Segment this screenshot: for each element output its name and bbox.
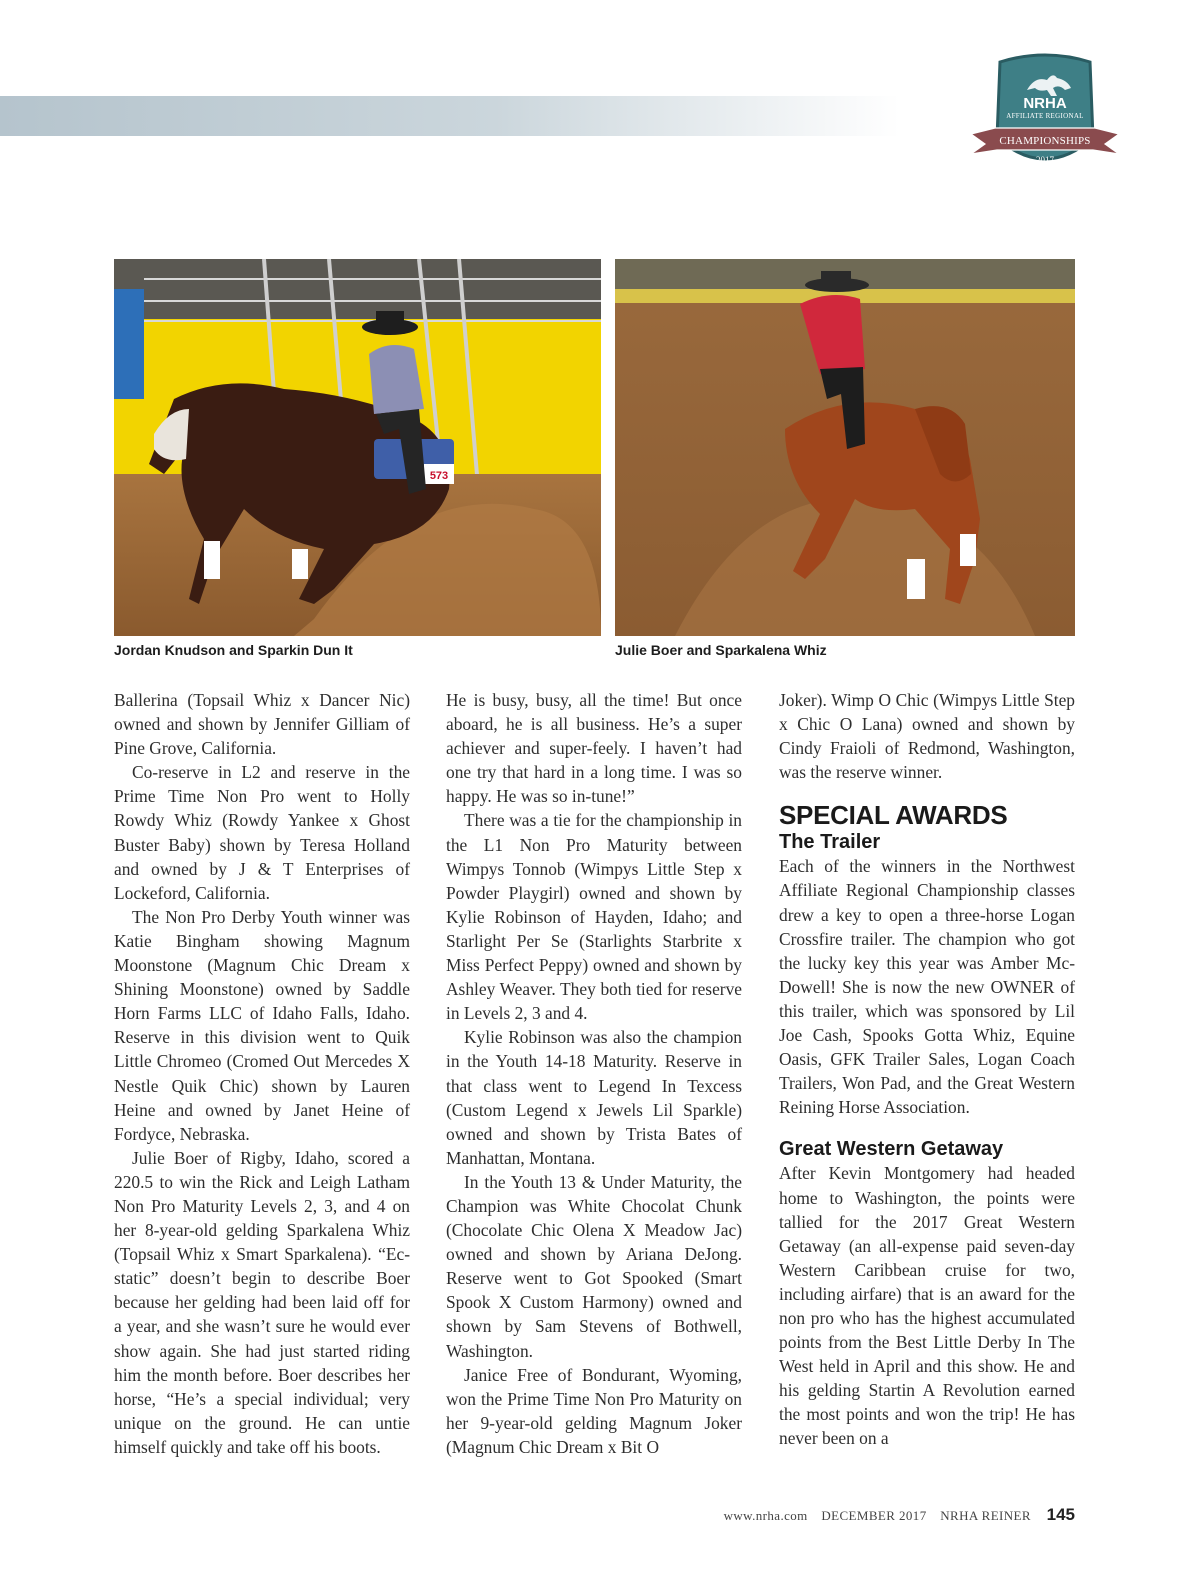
logo-year: 2017 bbox=[1036, 155, 1054, 165]
page-footer bbox=[714, 1505, 1075, 1525]
article-column-1 bbox=[114, 688, 410, 1459]
logo-ribbon-text: CHAMPIONSHIPS bbox=[999, 135, 1091, 147]
photo-caption-right: Julie Boer and Sparkalena Whiz bbox=[615, 642, 827, 658]
subhead-great-western-getaway: Great Western Getaway bbox=[779, 1138, 1004, 1161]
article-column-3 bbox=[779, 688, 1075, 1451]
page-number: 145 bbox=[1046, 1505, 1075, 1524]
paragraph: Janice Free of Bondurant, Wyoming, won the Prime Time Non Pro Maturity on her 9-year-old gelding Magnum Joker (Magnum Chic Dream x Bit O bbox=[446, 1364, 742, 1457]
photo-julie-boer bbox=[615, 259, 1075, 636]
section-title-special-awards: SPECIAL AWARDS bbox=[779, 800, 1008, 831]
paragraph: In the Youth 13 & Under Maturity, the Champion was White Chocolat Chunk (Chocolate Chic Olena X Meadow Jac) owned and shown by Ariana DeJong. Reserve went to Got Spooked (Smart Spook X Custom Harmony) owned and shown by Sam Stevens of Bothwell, Washington. bbox=[446, 1171, 742, 1361]
photo-caption-left: Jordan Knudson and Sparkin Dun It bbox=[114, 642, 353, 658]
paragraph: The Non Pro Derby Youth winner was Katie Bingham showing Magnum Moonstone (Magnum Chic Dream x Shining Moonstone) owned by Saddle Horn Farms LLC of Idaho Falls, Idaho. Reserve in this division went to Quik Little Chromeo (Cromed Out Mercedes X Nestle Quik Chic) shown by Lauren Heine and owned by Janet Heine of Fordyce, Nebraska. bbox=[114, 906, 410, 1144]
paragraph: He is busy, busy, all the time! But once aboard, he is all business. He’s a super achiever and super-feely. I haven’t had one try that hard in a long time. I was so happy. He was so in-tune!” bbox=[446, 690, 742, 807]
footer-issue: DECEMBER 2017 bbox=[821, 1508, 927, 1523]
footer-url: www.nrha.com bbox=[723, 1508, 808, 1523]
subhead-the-trailer: The Trailer bbox=[779, 831, 881, 854]
logo-org: NRHA bbox=[1023, 95, 1067, 112]
paragraph: Ballerina (Topsail Whiz x Dancer Nic) owned and shown by Jennifer Gilliam of Pine Grove, California. bbox=[114, 690, 410, 759]
paragraph: Joker). Wimp O Chic (Wimpys Little Step x Chic O Lana) owned and shown by Cindy Fraioli of Redmond, Washington, was the reserve winner. bbox=[779, 690, 1075, 783]
header-banner bbox=[0, 96, 900, 136]
photo-bib-number: 573 bbox=[429, 470, 449, 482]
paragraph: There was a tie for the championship in the L1 Non Pro Maturity between Wimpys Tonnob (Wimpys Little Step x Powder Playgirl) owned and shown by Kylie Robinson of Hayden, Idaho; and Starlight Per Se (Starlights Starbrite x Miss Perfect Peppy) owned and shown by Ashley Weaver. They both tied for reserve in Levels 2, 3 and 4. bbox=[446, 810, 742, 1024]
paragraph: Kylie Robinson was also the champion in the Youth 14-18 Maturity. Reserve in that class went to Legend In Texcess (Custom Legend x Jewels Lil Sparkle) owned and shown by Trista Bates of Manhattan, Montana. bbox=[446, 1027, 742, 1168]
paragraph: Each of the winners in the Northwest Affiliate Regional Championship classes drew a key to open a three-horse Logan Crossfire trailer. The champion who got the lucky key this year was Amber Mc-Dowell! She is now the new OWNER of this trailer, which was sponsored by Lil Joe Cash, Spooks Gotta Whiz, Equine Oasis, GFK Trailer Sales, Logan Coach Trailers, Won Pad, and the Great Western Reining Horse Association. bbox=[779, 856, 1075, 1118]
photo-jordan-knudson bbox=[114, 259, 601, 636]
nrha-championships-logo bbox=[965, 48, 1125, 178]
footer-magazine: NRHA REINER bbox=[940, 1508, 1031, 1523]
article-column-2 bbox=[446, 688, 742, 1459]
paragraph: After Kevin Montgomery had headed home to Washington, the points were tallied for the 2017 Great Western Getaway (an all-expense paid seven-day Western Caribbean cruise for two, including airfare) that is an award for the non pro who has the highest accumulated points from the Best Little Derby In The West held in April and this show. He and his gelding Startin A Revolution earned the most points and won the trip! He has never been on a bbox=[779, 1163, 1075, 1449]
paragraph: Julie Boer of Rigby, Idaho, scored a 220.5 to win the Rick and Leigh Latham Non Pro Maturity Levels 2, 3, and 4 on her 8-year-old gelding Sparkalena Whiz (Topsail Whiz x Smart Sparkalena). “Ec-static” doesn’t begin to describe Boer because her gelding had been laid off for a year, and she wasn’t sure he would ever show again. She had just started riding him the month before. Boer describes her horse, “He’s a special individual; very unique on the ground. He can untie himself quickly and take off his boots. bbox=[114, 1147, 410, 1457]
logo-sub: AFFILIATE REGIONAL bbox=[1006, 112, 1084, 120]
paragraph: Co-reserve in L2 and reserve in the Prime Time Non Pro went to Holly Rowdy Whiz (Rowdy Yankee x Ghost Buster Baby) shown by Teresa Holland and owned by J & T Enterprises of Lockeford, California. bbox=[114, 762, 410, 903]
